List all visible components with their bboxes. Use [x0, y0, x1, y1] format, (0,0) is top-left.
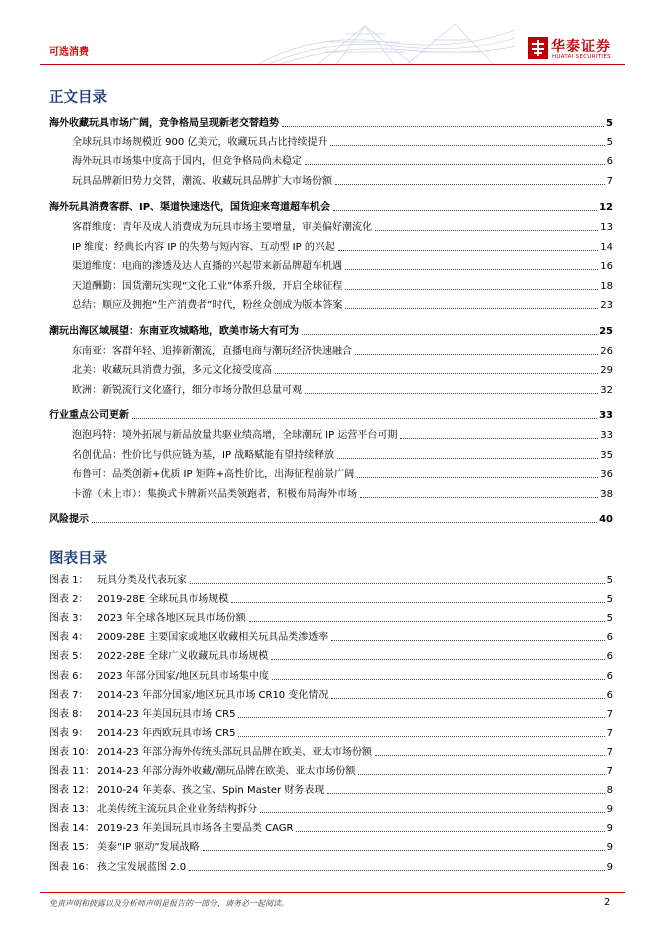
toc-leader-dots: [330, 145, 604, 146]
toc-leader-dots: [345, 289, 598, 290]
toc-entry-label: 潮玩出海区域展望：东南亚攻城略地，欧美市场大有可为: [49, 326, 299, 337]
header-divider: [40, 64, 625, 65]
figure-entry-label: 2010-24 年美泰、孩之宝、Spin Master 财务表现: [97, 785, 325, 796]
figure-entry-page: 9: [606, 842, 613, 853]
toc-entry-page: 5: [606, 137, 613, 148]
figure-leader-dots: [260, 812, 605, 813]
toc-entry-page: 23: [600, 300, 613, 311]
figure-entry-page: 7: [606, 747, 613, 758]
figure-leader-dots: [238, 736, 604, 737]
figure-entry-page: 5: [606, 575, 613, 586]
figure-entry[interactable]: [49, 592, 613, 606]
toc-entry-label: 卡游（未上市）：集换式卡牌新兴品类领跑者，积极布局海外市场: [72, 489, 357, 500]
figure-entry-number: 图表 3：: [49, 613, 89, 624]
toc-entry[interactable]: [49, 116, 613, 130]
toc-entry[interactable]: [49, 174, 613, 188]
toc-entry[interactable]: [49, 487, 613, 501]
figure-entry[interactable]: [49, 764, 613, 778]
toc-entry[interactable]: [49, 512, 613, 526]
toc-leader-dots: [335, 184, 605, 185]
figure-entry[interactable]: [49, 821, 613, 835]
toc-entry[interactable]: [49, 259, 613, 273]
figure-entry-page: 6: [606, 632, 613, 643]
figure-leader-dots: [189, 870, 605, 871]
toc-entry-page: 14: [600, 242, 613, 253]
figure-leader-dots: [296, 831, 604, 832]
figure-entry[interactable]: [49, 726, 613, 740]
toc-entry[interactable]: [49, 240, 613, 254]
figure-entry-page: 6: [606, 651, 613, 662]
toc-leader-dots: [92, 522, 597, 523]
figure-leader-dots: [203, 850, 605, 851]
figure-leader-dots: [375, 755, 605, 756]
toc-leader-dots: [360, 497, 598, 498]
figure-entry-label: 2023 年部分国家/地区玩具市场集中度: [97, 671, 269, 682]
figure-leader-dots: [271, 659, 604, 660]
figure-entry-label: 2023 年全球各地区玩具市场份额: [97, 613, 246, 624]
toc-entry-label: 东南亚：客群年轻、追捧新潮流，直播电商与潮玩经济快速融合: [72, 346, 352, 357]
figure-entry-number: 图表 10：: [49, 747, 95, 758]
figure-entry-number: 图表 15：: [49, 842, 95, 853]
footer-disclaimer: 免责声明和披露以及分析师声明是报告的一部分，请务必一起阅读。: [49, 899, 289, 908]
toc-entry-page: 5: [606, 118, 613, 129]
figure-entry-number: 图表 16：: [49, 862, 95, 873]
figure-entry-page: 5: [606, 594, 613, 605]
toc-entry-label: 欧洲：新锐流行文化盛行，细分市场分散但总量可观: [72, 385, 302, 396]
figure-entry-page: 7: [606, 766, 613, 777]
huatai-logo-icon: [528, 37, 548, 59]
toc-leader-dots: [305, 393, 598, 394]
report-category: 可选消费: [49, 47, 89, 58]
toc-entry-label: 行业重点公司更新: [49, 410, 129, 421]
figure-entry-page: 7: [606, 728, 613, 739]
toc-entry[interactable]: [49, 135, 613, 149]
toc-leader-dots: [357, 477, 598, 478]
toc-entry-label: 渠道维度：电商的渗透及达人直播的兴起带来新品牌超车机遇: [72, 261, 342, 272]
toc-entry-label: IP 维度：经典长内容 IP 的失势与短内容、互动型 IP 的兴起: [72, 242, 335, 253]
toc-entry-label: 风险提示: [49, 514, 89, 525]
figure-entry-label: 孩之宝发展蓝图 2.0: [97, 862, 187, 873]
figure-entry-page: 6: [606, 671, 613, 682]
toc-entry[interactable]: [49, 428, 613, 442]
figure-entry-label: 2014-23 年西欧玩具市场 CR5: [97, 728, 236, 739]
figure-leader-dots: [249, 621, 605, 622]
toc-entry-label: 名创优品：性价比与供应链为基，IP 战略赋能有望持续释放: [72, 450, 335, 461]
toc-entry-page: 16: [600, 261, 613, 272]
figure-entry[interactable]: [49, 783, 613, 797]
toc-entry[interactable]: [49, 408, 613, 422]
toc-entry-label: 客群维度：青年及成人消费成为玩具市场主要增量，审美偏好潮流化: [72, 222, 372, 233]
figure-entry[interactable]: [49, 630, 613, 644]
header-decoration-icon: [255, 22, 515, 66]
toc-entry-page: 25: [599, 326, 613, 337]
toc-entry-label: 玩具品牌新旧势力交替，潮流、收藏玩具品牌扩大市场份额: [72, 176, 332, 187]
figure-entry-number: 图表 2：: [49, 594, 89, 605]
figure-entry[interactable]: [49, 802, 613, 816]
toc-leader-dots: [282, 126, 604, 127]
figure-leader-dots: [231, 602, 604, 603]
figure-leader-dots: [190, 583, 605, 584]
toc-entry-page: 26: [600, 346, 613, 357]
figure-leader-dots: [358, 774, 604, 775]
figure-entry-number: 图表 14：: [49, 823, 95, 834]
figure-entry[interactable]: [49, 840, 613, 854]
figure-leader-dots: [272, 679, 605, 680]
figure-entry-number: 图表 6：: [49, 671, 89, 682]
figure-entry-number: 图表 9：: [49, 728, 89, 739]
toc-entry-label: 全球玩具市场规模近 900 亿美元，收藏玩具占比持续提升: [72, 137, 328, 148]
toc-entry[interactable]: [49, 363, 613, 377]
figure-entry-label: 2009-28E 主要国家或地区收藏相关玩具品类渗透率: [97, 632, 329, 643]
figure-entry-number: 图表 7：: [49, 690, 89, 701]
figure-entry[interactable]: [49, 860, 613, 874]
figure-entry-label: 2014-23 年部分海外收藏/潮玩品牌在欧美、亚太市场份额: [97, 766, 356, 777]
toc-entry[interactable]: [49, 154, 613, 168]
toc-leader-dots: [345, 269, 598, 270]
toc-leader-dots: [333, 210, 597, 211]
toc-leader-dots: [302, 334, 597, 335]
figure-entry-page: 9: [606, 862, 613, 873]
toc-entry-page: 35: [600, 450, 613, 461]
toc-title: 正文目录: [49, 90, 107, 106]
figure-leader-dots: [238, 717, 604, 718]
figure-entry-page: 9: [606, 804, 613, 815]
toc-entry-label: 海外玩具市场集中度高于国内，但竞争格局尚未稳定: [72, 156, 302, 167]
toc-entry[interactable]: [49, 448, 613, 462]
figure-entry-number: 图表 12：: [49, 785, 95, 796]
toc-entry[interactable]: [49, 467, 613, 481]
figure-entry-number: 图表 8：: [49, 709, 89, 720]
toc-leader-dots: [355, 354, 598, 355]
toc-entry-label: 海外玩具消费客群、IP、渠道快速迭代，国货迎来弯道超车机会: [49, 202, 331, 213]
figure-leader-dots: [331, 640, 604, 641]
toc-entry-label: 海外收藏玩具市场广阔，竞争格局呈现新老交替趋势: [49, 118, 279, 129]
figure-entry-label: 2014-23 年美国玩具市场 CR5: [97, 709, 236, 720]
toc-entry-page: 12: [599, 202, 613, 213]
figure-entry[interactable]: [49, 669, 613, 683]
toc-entry-page: 18: [600, 281, 613, 292]
toc-entry-page: 13: [600, 222, 613, 233]
toc-leader-dots: [400, 438, 598, 439]
figure-entry-page: 6: [606, 690, 613, 701]
figure-entry[interactable]: [49, 707, 613, 721]
figure-entry[interactable]: [49, 745, 613, 759]
toc-leader-dots: [337, 458, 598, 459]
figure-entry-page: 9: [606, 823, 613, 834]
figure-entry-number: 图表 1：: [49, 575, 89, 586]
figure-entry-label: 2019-23 年美国玩具市场各主要品类 CAGR: [97, 823, 294, 834]
toc-entry-label: 布鲁可：品类创新+优质 IP 矩阵+高性价比，出海征程前景广阔: [72, 469, 355, 480]
toc-entry-label: 泡泡玛特：境外拓展与新品放量共驱业绩高增，全球潮玩 IP 运营平台可期: [72, 430, 398, 441]
toc-entry-page: 32: [600, 385, 613, 396]
logo-name-cn: 华泰证券: [551, 39, 611, 55]
figure-entry-label: 2022-28E 全球广义收藏玩具市场规模: [97, 651, 269, 662]
footer-divider: [40, 892, 625, 893]
toc-entry[interactable]: [49, 200, 613, 214]
figure-entry[interactable]: [49, 688, 613, 702]
toc-leader-dots: [132, 418, 597, 419]
figure-entry-label: 2014-23 年部分国家/地区玩具市场 CR10 变化情况: [97, 690, 329, 701]
toc-entry-label: 北美：收藏玩具消费力强，多元文化接受度高: [72, 365, 272, 376]
figure-entry-label: 玩具分类及代表玩家: [97, 575, 187, 586]
figure-entry-number: 图表 4：: [49, 632, 89, 643]
figure-entry[interactable]: [49, 611, 613, 625]
figure-entry[interactable]: [49, 573, 613, 587]
figure-entry-label: 北美传统主流玩具企业业务结构拆分: [97, 804, 257, 815]
figure-entry[interactable]: [49, 649, 613, 663]
toc-entry-label: 天道酬勤：国货潮玩实现“文化工业”体系升级，开启全球征程: [72, 281, 343, 292]
figure-entry-page: 8: [606, 785, 613, 796]
toc-entry-page: 33: [600, 430, 613, 441]
figure-leader-dots: [331, 698, 604, 699]
toc-leader-dots: [345, 308, 598, 309]
toc-entry-label: 总结：顺应及拥抱“生产消费者”时代，粉丝众创成为版本答案: [72, 300, 343, 311]
toc-entry[interactable]: [49, 324, 613, 338]
logo-name-en: HUATAI SECURITIES: [552, 54, 611, 60]
figure-entry-label: 2019-28E 全球玩具市场规模: [97, 594, 229, 605]
figure-entry-label: 美泰“IP 驱动”发展战略: [97, 842, 200, 853]
toc-entry[interactable]: [49, 344, 613, 358]
toc-entry-page: 36: [600, 469, 613, 480]
toc-entry-page: 29: [600, 365, 613, 376]
toc-leader-dots: [305, 164, 605, 165]
figure-entry-number: 图表 13：: [49, 804, 95, 815]
toc-entry-page: 6: [606, 156, 613, 167]
toc-leader-dots: [338, 250, 598, 251]
toc-entry[interactable]: [49, 279, 613, 293]
toc-entry-page: 38: [600, 489, 613, 500]
toc-entry[interactable]: [49, 298, 613, 312]
page-number: 2: [604, 897, 611, 908]
figure-leader-dots: [327, 793, 604, 794]
figure-entry-number: 图表 5：: [49, 651, 89, 662]
toc-entry-page: 40: [599, 514, 613, 525]
toc-entry[interactable]: [49, 383, 613, 397]
toc-entry-page: 33: [599, 410, 613, 421]
figure-entry-number: 图表 11：: [49, 766, 95, 777]
figure-entry-page: 7: [606, 709, 613, 720]
huatai-logo: [528, 35, 623, 65]
toc-leader-dots: [275, 373, 598, 374]
toc-entry[interactable]: [49, 220, 613, 234]
figure-entry-page: 5: [606, 613, 613, 624]
figure-entry-label: 2014-23 年部分海外传统头部玩具品牌在欧美、亚太市场份额: [97, 747, 372, 758]
toc-leader-dots: [375, 230, 598, 231]
figure-list-title: 图表目录: [49, 551, 107, 567]
toc-entry-page: 7: [606, 176, 613, 187]
